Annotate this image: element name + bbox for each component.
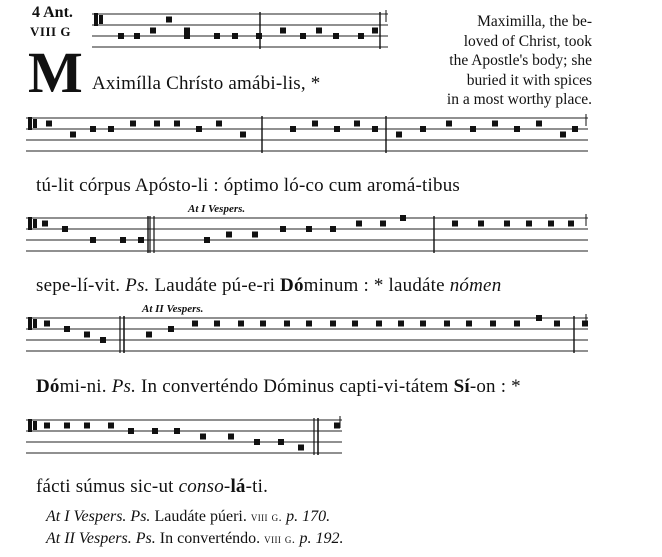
neume [278, 439, 284, 445]
neume [420, 321, 426, 327]
neume [536, 121, 542, 127]
reference-page: p. 170. [282, 508, 331, 525]
translation-line: Maximilla, the be- [477, 13, 592, 30]
neume [352, 321, 358, 327]
neume [260, 321, 266, 327]
c-clef [28, 419, 32, 432]
neume [184, 33, 190, 39]
neume [174, 121, 180, 127]
c-clef [28, 317, 32, 330]
neume [154, 121, 160, 127]
c-clef [33, 425, 37, 430]
neume [228, 434, 234, 440]
c-clef [99, 19, 103, 24]
neume [280, 226, 286, 232]
reference-psalm: Laudáte púeri. [150, 508, 251, 525]
c-clef [33, 323, 37, 328]
neume [396, 132, 402, 138]
lyric-line-2: tú-lit córpus Apósto-li : óptimo ló-co cum aromá-tibus [36, 175, 460, 196]
english-translation [412, 12, 592, 110]
neume [280, 28, 286, 34]
neume [90, 237, 96, 243]
translation-line: the Apostle's body; she [449, 52, 592, 69]
reference-rubric: At I Vespers. Ps. [46, 508, 151, 525]
lyric-segment: Laudáte pú-e-ri [149, 275, 281, 296]
c-clef [94, 13, 98, 26]
neume [300, 33, 306, 39]
neume [152, 428, 158, 434]
neume [478, 221, 484, 227]
lyric-segment: - [223, 476, 231, 497]
lyric-segment: -ti. [245, 476, 269, 497]
neume [216, 121, 222, 127]
neume [62, 226, 68, 232]
neume [330, 226, 336, 232]
neume [254, 439, 260, 445]
neume [526, 221, 532, 227]
neume [252, 232, 258, 238]
neume [372, 126, 378, 132]
neume [400, 215, 406, 221]
neume [128, 428, 134, 434]
neume [358, 33, 364, 39]
lyric-line-1: Aximílla Chrísto amábi-lis, * [92, 73, 321, 94]
neume [256, 33, 262, 39]
translation-line: loved of Christ, took [463, 32, 592, 50]
accent-syllable: Sí [453, 376, 470, 397]
neume [64, 326, 70, 332]
neume [192, 321, 198, 327]
italic-syllables: conso [178, 476, 224, 497]
c-clef [28, 217, 32, 230]
lyric-line-4 [36, 376, 521, 398]
neume [138, 237, 144, 243]
mode-label: VIII G [30, 24, 71, 39]
neume [504, 221, 510, 227]
neume [330, 321, 336, 327]
antiphon-number: 4 Ant. [32, 4, 73, 21]
lyric-segment: minum : * laudáte [303, 275, 450, 296]
reference-first-vespers [46, 508, 330, 526]
neume [214, 321, 220, 327]
neume [306, 226, 312, 232]
neume [70, 132, 76, 138]
neume [334, 423, 340, 429]
lyric-segment: sepe-lí-vit. [36, 275, 126, 296]
neume [312, 121, 318, 127]
neume [100, 337, 106, 343]
lyric-segment: -on : * [469, 376, 521, 397]
neume [444, 321, 450, 327]
neume [306, 321, 312, 327]
c-clef [33, 223, 37, 228]
neume [333, 33, 339, 39]
neume [108, 126, 114, 132]
neume [166, 17, 172, 23]
neume [120, 237, 126, 243]
neume [582, 321, 588, 327]
reference-rubric: At II Vespers. Ps. [46, 530, 156, 547]
reference-mode: viii g. [250, 509, 283, 524]
neume [466, 321, 472, 327]
translation-line: in a most worthy place. [446, 91, 592, 108]
reference-mode: viii g. [264, 531, 296, 546]
neume [316, 28, 322, 34]
neume [372, 28, 378, 34]
neume [196, 126, 202, 132]
neume [226, 232, 232, 238]
psalm-abbrev: Ps. [111, 376, 137, 397]
lyric-segment: fácti súmus sic-ut [36, 476, 179, 497]
neume [514, 321, 520, 327]
neume [536, 315, 542, 321]
neume [214, 33, 220, 39]
neume [568, 221, 574, 227]
accent-syllable: lá [230, 476, 246, 497]
neume [284, 321, 290, 327]
neume [548, 221, 554, 227]
lyric-line-3 [36, 275, 501, 297]
rubric-first-vespers: At I Vespers. [188, 203, 246, 215]
neume [514, 126, 520, 132]
neume [130, 121, 136, 127]
neume [470, 126, 476, 132]
neume [64, 423, 70, 429]
neume [46, 121, 52, 127]
neume [238, 321, 244, 327]
neume [84, 332, 90, 338]
neume [108, 423, 114, 429]
neume [42, 221, 48, 227]
neume [146, 332, 152, 338]
neume [380, 221, 386, 227]
lyric-line-5 [36, 476, 268, 498]
neume [356, 221, 362, 227]
neume [134, 33, 140, 39]
neume [446, 121, 452, 127]
translation-line: buried it with spices [466, 71, 592, 89]
c-clef [28, 117, 32, 130]
neume [298, 445, 304, 451]
neume [240, 132, 246, 138]
accent-syllable: Dó [36, 376, 60, 397]
neume [184, 28, 190, 34]
initial-letter: M [28, 40, 83, 105]
neume [168, 326, 174, 332]
neume [44, 423, 50, 429]
italic-syllables: nómen [449, 275, 502, 296]
lyric-segment: mi-ni. [59, 376, 112, 397]
neume [490, 321, 496, 327]
neume [420, 126, 426, 132]
neume [232, 33, 238, 39]
psalm-abbrev: Ps. [125, 275, 150, 296]
neume [90, 126, 96, 132]
c-clef [33, 123, 37, 128]
neume [452, 221, 458, 227]
reference-psalm: In converténdo. [155, 530, 265, 547]
neume [398, 321, 404, 327]
neume [44, 321, 50, 327]
neume [174, 428, 180, 434]
lyric-segment: In converténdo Dóminus capti-vi-tátem [136, 376, 454, 397]
neume [200, 434, 206, 440]
accent-syllable: Dó [280, 275, 304, 296]
neume [204, 237, 210, 243]
neume [572, 126, 578, 132]
neume [560, 132, 566, 138]
neume [118, 33, 124, 39]
reference-second-vespers [46, 530, 343, 548]
rubric-second-vespers: At II Vespers. [142, 303, 204, 315]
neume [84, 423, 90, 429]
neume [334, 126, 340, 132]
neume [492, 121, 498, 127]
neume [150, 28, 156, 34]
neume [376, 321, 382, 327]
neume [290, 126, 296, 132]
neume [354, 121, 360, 127]
neume [554, 321, 560, 327]
reference-page: p. 192. [295, 530, 344, 547]
